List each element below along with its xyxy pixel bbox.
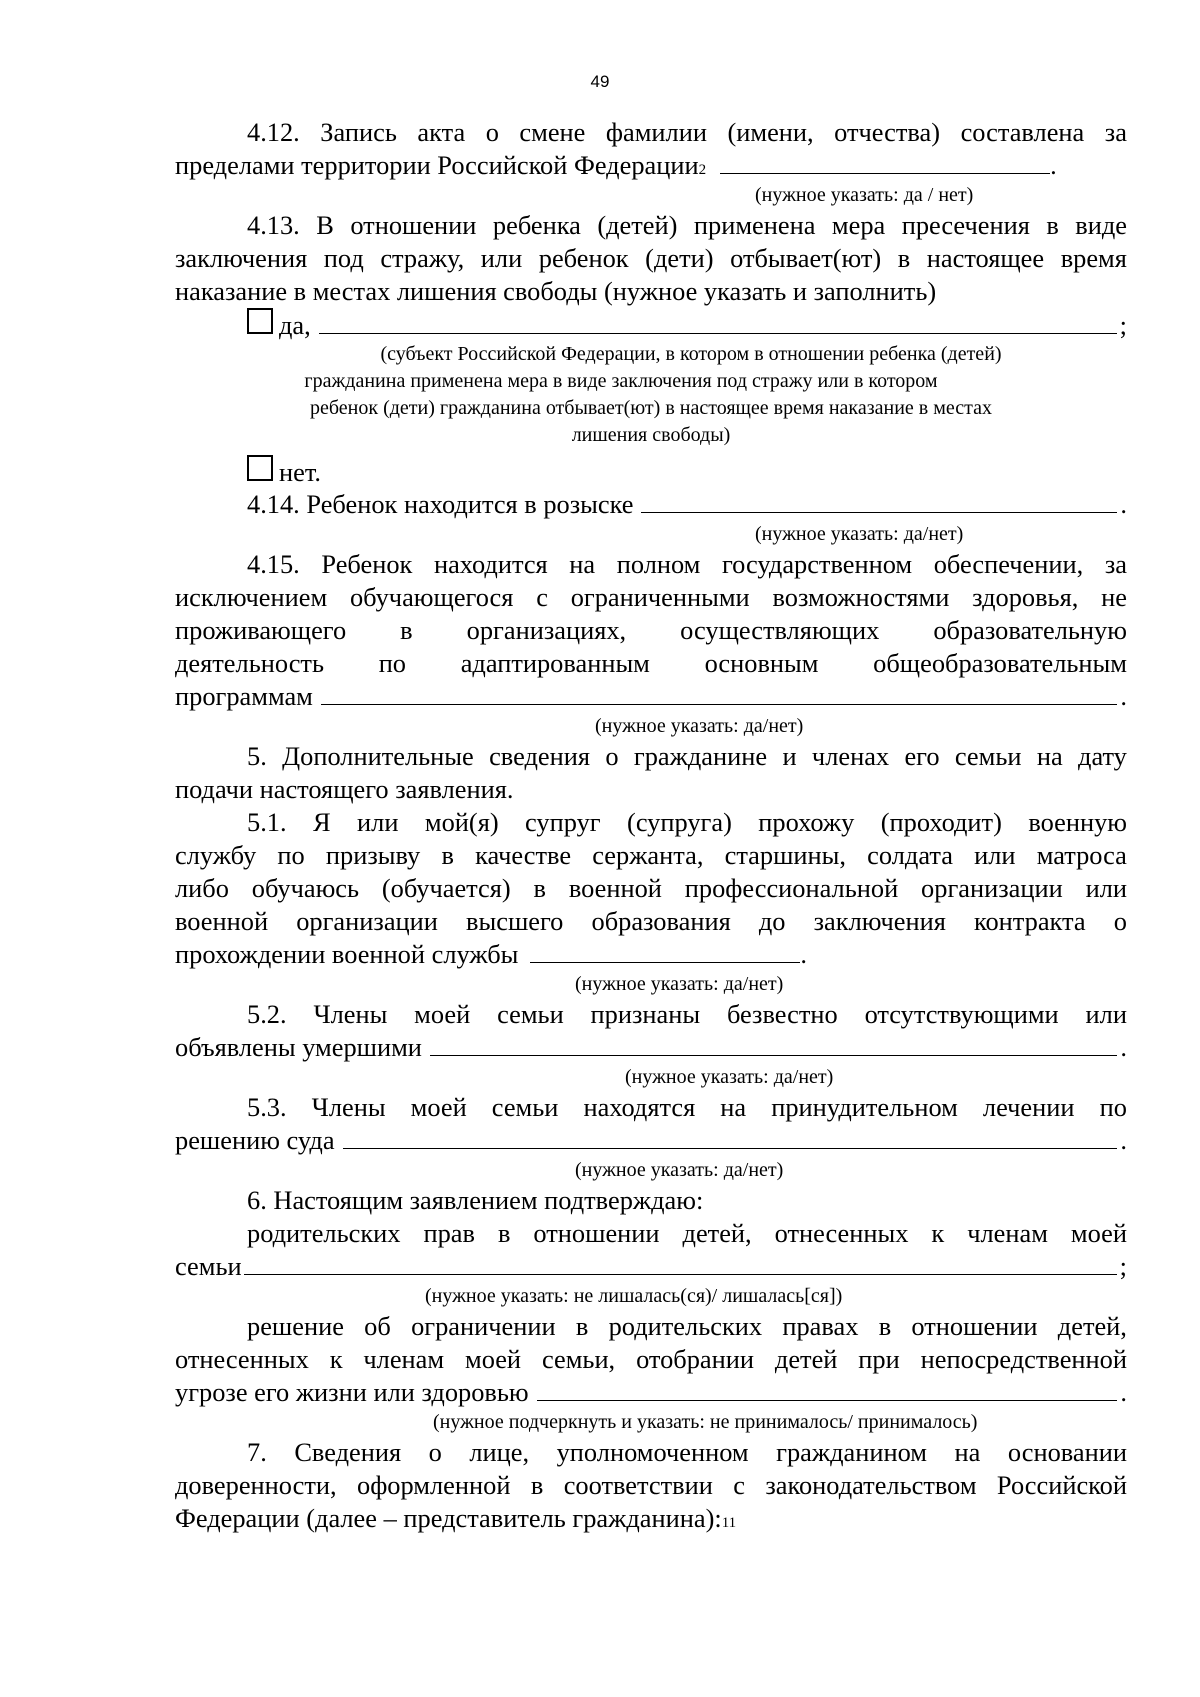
- answer-field-6b[interactable]: [537, 1376, 1118, 1401]
- word: дату: [1078, 741, 1127, 771]
- word: в: [533, 873, 546, 903]
- word: на: [954, 1437, 981, 1467]
- word: безвестно: [726, 999, 838, 1029]
- word: 4.13.: [247, 210, 300, 240]
- word: детей,: [682, 1218, 752, 1248]
- word: Российской: [996, 1470, 1127, 1500]
- word: (супруга): [627, 807, 732, 837]
- word: в: [497, 1218, 511, 1248]
- item-4-15-line-1: [175, 548, 1127, 581]
- section-5-line-2: подачи настоящего заявления.: [175, 774, 514, 804]
- word: по: [277, 840, 305, 870]
- answer-field-4-14[interactable]: [641, 488, 1117, 513]
- word: исключением: [175, 582, 328, 612]
- word: гражданине: [633, 741, 768, 771]
- word: отношении: [350, 210, 477, 240]
- word: лице,: [469, 1437, 530, 1467]
- word: семьи: [954, 741, 1022, 771]
- word: детей: [774, 1344, 838, 1374]
- word: отнесенных: [774, 1218, 909, 1248]
- word: стражу,: [380, 243, 465, 273]
- word: членам: [363, 1344, 445, 1374]
- answer-field-4-15[interactable]: [321, 680, 1118, 705]
- word: доверенности,: [175, 1470, 337, 1500]
- word: родительских: [247, 1218, 401, 1248]
- word: не: [1101, 582, 1127, 612]
- hint-5-1: (нужное указать: да/нет): [575, 973, 784, 995]
- item-5-1-line-4: [175, 905, 1127, 938]
- word: детей,: [1057, 1311, 1127, 1341]
- word: 4.12.: [247, 117, 300, 147]
- word: под: [323, 243, 364, 273]
- word: гражданином: [776, 1437, 927, 1467]
- word: 5.: [247, 741, 267, 771]
- word: солдата: [867, 840, 953, 870]
- word: военной: [175, 906, 269, 936]
- item-4-13-line-2: [175, 242, 1127, 275]
- word: в: [1046, 210, 1059, 240]
- item-5-1-line-2: [175, 839, 1127, 872]
- word: за: [1104, 117, 1127, 147]
- word: (детей): [597, 210, 678, 240]
- item-6a-line-1: [175, 1217, 1127, 1250]
- word: отношении: [533, 1218, 660, 1248]
- word: ограниченными: [570, 582, 750, 612]
- word: призыву: [325, 840, 421, 870]
- answer-field-4-12[interactable]: [720, 149, 1050, 174]
- word: отбывает(ют): [730, 243, 882, 273]
- checkbox-no[interactable]: [247, 455, 273, 481]
- word: военной: [568, 873, 662, 903]
- word: сержанта,: [592, 840, 704, 870]
- word: прохожу: [758, 807, 855, 837]
- word: принудительном: [771, 1092, 958, 1122]
- section-7-line-1: [175, 1436, 1127, 1469]
- word: на: [569, 549, 596, 579]
- document-body: [175, 116, 1127, 1535]
- item-4-13-line-1: [175, 209, 1127, 242]
- item-4-12-line-1: [175, 116, 1127, 149]
- word: В: [316, 210, 334, 240]
- word: по: [1099, 1092, 1127, 1122]
- word: военную: [1028, 807, 1127, 837]
- word: членах: [811, 741, 890, 771]
- word: Члены: [313, 999, 388, 1029]
- word: отчества): [834, 117, 941, 147]
- item-4-12-text: пределами территории Российской Федерации: [175, 150, 699, 180]
- word: о: [485, 117, 499, 147]
- word: законодательством: [765, 1470, 977, 1500]
- word: (проходит): [880, 807, 1002, 837]
- word: в: [530, 1470, 544, 1500]
- hint-4-15: (нужное указать: да/нет): [595, 715, 804, 737]
- section-7-line-2: [175, 1469, 1127, 1502]
- word: отнесенных: [175, 1344, 309, 1374]
- word: либо: [175, 873, 229, 903]
- word: Я: [313, 807, 331, 837]
- word: за: [1104, 549, 1127, 579]
- word: решение: [247, 1311, 344, 1341]
- item-5-1-line-5: прохождении военной службы .: [175, 939, 807, 969]
- item-4-15-line-5: программам .: [175, 681, 1127, 711]
- item-4-14-text: 4.14. Ребенок находится в розыске: [247, 489, 634, 519]
- word: акта: [417, 117, 466, 147]
- word: отобрании: [636, 1344, 754, 1374]
- word: организации: [921, 873, 1063, 903]
- word: старшины,: [724, 840, 846, 870]
- word: образования: [591, 906, 731, 936]
- word: отсутствующими: [864, 999, 1059, 1029]
- hint-4-13-line-4: лишения свободы): [571, 424, 731, 446]
- item-5-1-line-1: [175, 806, 1127, 839]
- word: настоящее: [926, 243, 1045, 273]
- hint-5-2: (нужное указать: да/нет): [625, 1066, 834, 1088]
- item-6b-line-2: [175, 1343, 1127, 1376]
- word: 5.1.: [247, 807, 287, 837]
- word: семьи: [491, 1092, 559, 1122]
- hint-5-3: (нужное указать: да/нет): [575, 1159, 784, 1181]
- word: 5.2.: [247, 999, 287, 1029]
- section-7-line-3: Федерации (далее – представитель гражданина): 11: [175, 1503, 737, 1533]
- hint-4-13-line-1: (субъект Российской Федерации, в котором в отношении ребенка (детей): [380, 343, 1002, 365]
- word: прав: [423, 1218, 475, 1248]
- item-5-1-line-3: [175, 872, 1127, 905]
- word: членам: [967, 1218, 1048, 1248]
- hint-4-12: (нужное указать: да / нет): [755, 184, 974, 206]
- answer-field-5-1[interactable]: [530, 938, 800, 963]
- word: находится: [433, 549, 548, 579]
- word: высшего: [466, 906, 564, 936]
- word: обучающегося: [349, 582, 514, 612]
- word: организации: [296, 906, 438, 936]
- item-4-15-line-3: [175, 614, 1127, 647]
- item-4-12-line-2: пределами территории Российской Федерации 2 .: [175, 150, 1057, 180]
- word: 7.: [247, 1437, 267, 1467]
- word: семьи,: [541, 1344, 616, 1374]
- word: осуществляющих: [680, 615, 880, 645]
- word: применена: [693, 210, 816, 240]
- word: основным: [704, 648, 819, 678]
- word: мера: [831, 210, 886, 240]
- word: сведения: [489, 741, 591, 771]
- word: с: [536, 582, 548, 612]
- word: 4.15.: [247, 549, 300, 579]
- word: пресечения: [901, 210, 1030, 240]
- word: или: [1085, 999, 1127, 1029]
- checkbox-yes-label: да,: [279, 310, 311, 340]
- word: полном: [616, 549, 701, 579]
- hint-4-14: (нужное указать: да/нет): [755, 523, 964, 545]
- word: обеспечении,: [933, 549, 1084, 579]
- word: общеобразовательным: [873, 648, 1127, 678]
- checkbox-no-label: нет.: [279, 457, 321, 487]
- word: при: [858, 1344, 900, 1374]
- word: правах: [782, 1311, 859, 1341]
- word: семьи: [497, 999, 564, 1029]
- word: заключения: [175, 243, 308, 273]
- word: адаптированным: [460, 648, 650, 678]
- word: качестве: [475, 840, 572, 870]
- word: о: [605, 741, 619, 771]
- word: об: [364, 1311, 391, 1341]
- word: проживающего: [175, 615, 347, 645]
- word: отношении: [911, 1311, 1038, 1341]
- word: о: [1113, 906, 1127, 936]
- word: оформленной: [357, 1470, 511, 1500]
- word: виде: [1075, 210, 1127, 240]
- item-4-13-yes-row: да, ;: [175, 308, 1127, 341]
- word: в: [897, 243, 911, 273]
- word: (дети): [645, 243, 714, 273]
- word: в: [575, 1311, 589, 1341]
- answer-field-6a[interactable]: [244, 1250, 1117, 1275]
- word: время: [1060, 243, 1127, 273]
- word: ограничении: [411, 1311, 556, 1341]
- page-number: 49: [590, 72, 610, 91]
- word: ребенок: [538, 243, 629, 273]
- word: признаны: [590, 999, 701, 1029]
- item-5-3-line-1: [175, 1091, 1127, 1124]
- word: по: [378, 648, 407, 678]
- hint-6a: (нужное указать: не лишалась(ся)/ лишалась[ся]): [425, 1285, 843, 1307]
- hint-4-13-line-2: гражданина применена мера в виде заключения под стражу или в котором: [304, 370, 938, 392]
- item-4-15-line-4: [175, 647, 1127, 680]
- word: в: [441, 840, 454, 870]
- word: возможностями: [772, 582, 950, 612]
- word: образовательную: [933, 615, 1127, 645]
- item-6a-line-2: семьи ;: [175, 1251, 1127, 1281]
- word: государственном: [721, 549, 913, 579]
- item-6b-line-3: угрозе его жизни или здоровью .: [175, 1377, 1127, 1407]
- word: составлена: [960, 117, 1085, 147]
- word: Запись: [320, 117, 397, 147]
- word: и: [782, 741, 797, 771]
- item-4-14: 4.14. Ребенок находится в розыске .: [247, 489, 1127, 519]
- word: о: [428, 1437, 442, 1467]
- word: Дополнительные: [282, 741, 474, 771]
- item-4-13-no-row: [175, 455, 1127, 488]
- hint-6b: (нужное подчеркнуть и указать: не принималось/ принималось): [433, 1411, 978, 1433]
- word: Члены: [311, 1092, 386, 1122]
- word: мой(я): [424, 807, 499, 837]
- word: обучаюсь: [251, 873, 360, 903]
- word: или: [357, 807, 399, 837]
- word: лечении: [982, 1092, 1075, 1122]
- word: родительских: [608, 1311, 763, 1341]
- word: в: [878, 1311, 892, 1341]
- word: моей: [1070, 1218, 1127, 1248]
- item-4-13-line-3: наказание в местах лишения свободы (нужное указать и заполнить): [175, 276, 937, 306]
- word: контракта: [973, 906, 1086, 936]
- word: находятся: [583, 1092, 696, 1122]
- word: службу: [175, 840, 257, 870]
- word: соответствии: [563, 1470, 713, 1500]
- word: в: [400, 615, 413, 645]
- item-5-2-line-1: [175, 998, 1127, 1031]
- item-5-3-line-2: решению суда .: [175, 1125, 1127, 1155]
- word: Сведения: [294, 1437, 402, 1467]
- checkbox-yes[interactable]: [247, 308, 273, 334]
- word: до: [758, 906, 786, 936]
- section-5-line-1: [175, 740, 1127, 773]
- word: (имени,: [727, 117, 814, 147]
- word: Ребенок: [321, 549, 413, 579]
- word: профессиональной: [684, 873, 899, 903]
- word: на: [720, 1092, 747, 1122]
- word: на: [1036, 741, 1063, 771]
- hint-4-13-line-3: ребенок (дети) гражданина отбывает(ют) в настоящее время наказание в местах: [309, 397, 992, 419]
- word: к: [931, 1218, 945, 1248]
- word: основании: [1007, 1437, 1127, 1467]
- word: супруг: [525, 807, 601, 837]
- item-5-2-line-2: объявлены умершими .: [175, 1032, 1127, 1062]
- word: здоровья,: [972, 582, 1079, 612]
- item-4-15-line-2: [175, 581, 1127, 614]
- word: уполномоченном: [556, 1437, 749, 1467]
- word: матроса: [1036, 840, 1127, 870]
- word: с: [733, 1470, 745, 1500]
- word: непосредственной: [920, 1344, 1127, 1374]
- word: моей: [414, 999, 471, 1029]
- word: деятельность: [175, 648, 324, 678]
- word: или: [480, 243, 523, 273]
- word: или: [1085, 873, 1127, 903]
- item-6b-line-1: [175, 1310, 1127, 1343]
- word: организациях,: [466, 615, 627, 645]
- word: (обучается): [381, 873, 511, 903]
- answer-field-5-2[interactable]: [430, 1031, 1117, 1056]
- section-6-heading: 6. Настоящим заявлением подтверждаю:: [247, 1185, 704, 1215]
- word: или: [974, 840, 1016, 870]
- word: его: [904, 741, 940, 771]
- word: моей: [465, 1344, 522, 1374]
- word: 5.3.: [247, 1092, 287, 1122]
- word: ребенка: [492, 210, 581, 240]
- answer-field-4-13-region[interactable]: [319, 309, 1117, 334]
- answer-field-5-3[interactable]: [343, 1124, 1118, 1149]
- word: к: [329, 1344, 343, 1374]
- word: смене: [519, 117, 586, 147]
- word: заключения: [813, 906, 946, 936]
- word: фамилии: [605, 117, 707, 147]
- word: моей: [410, 1092, 467, 1122]
